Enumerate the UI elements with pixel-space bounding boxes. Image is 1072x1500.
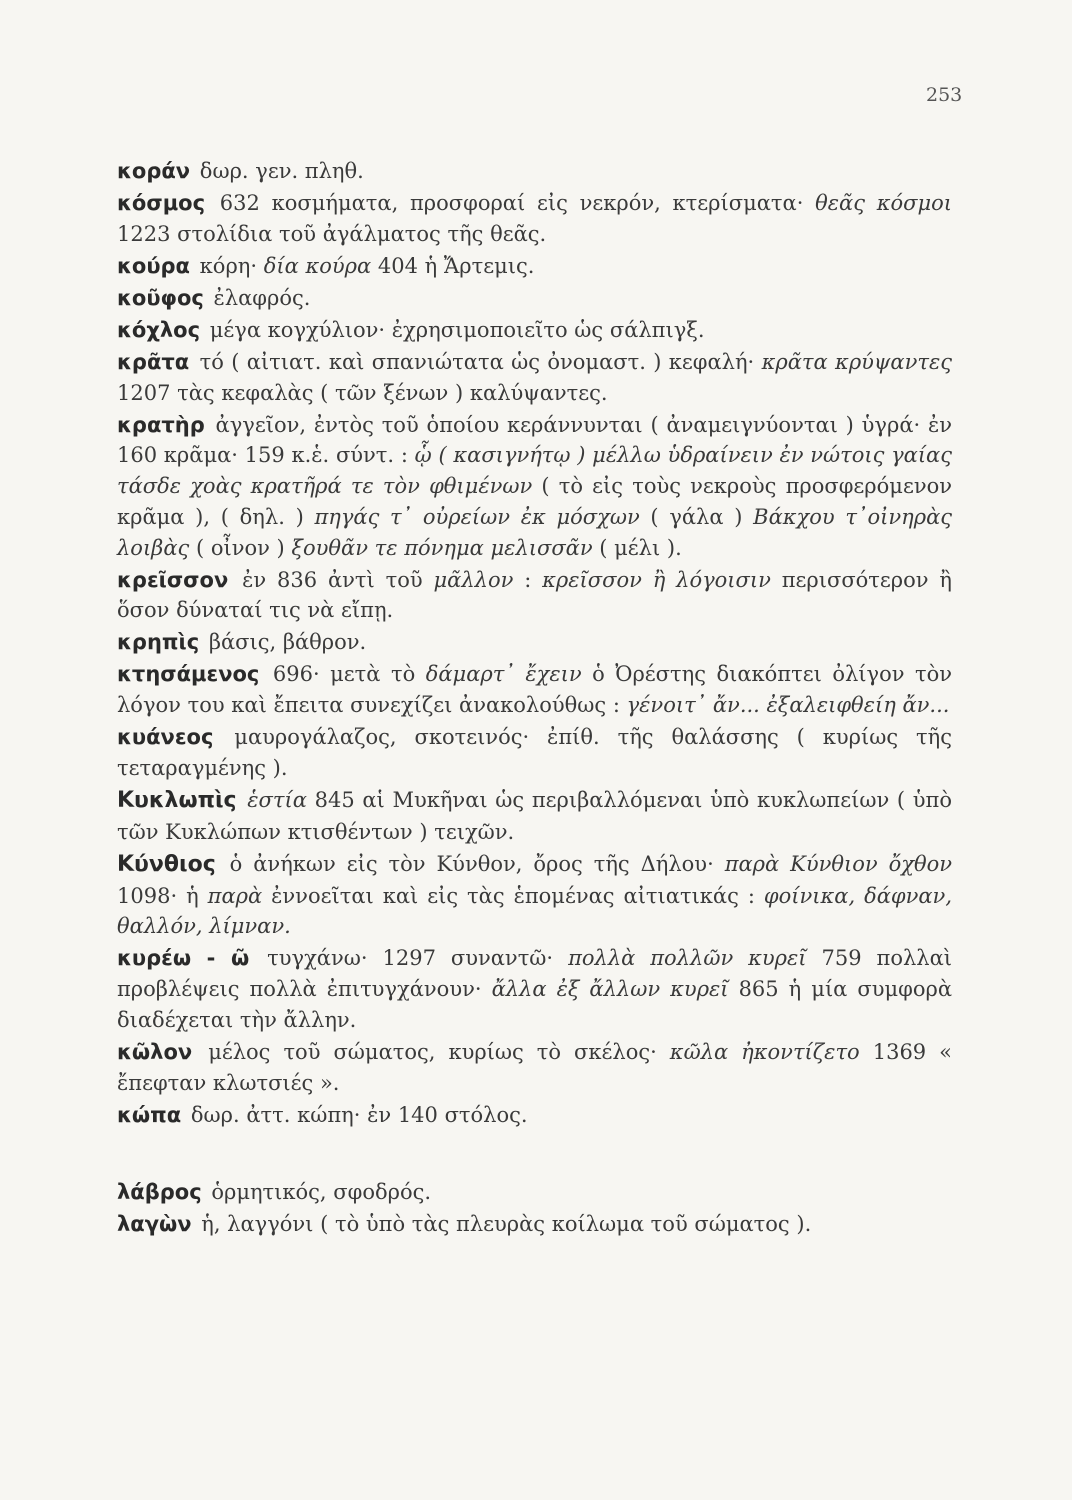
glossary-entry [117,659,952,721]
entry-text: τό ( αἰτιατ. καὶ σπανιώτατα ὡς ὀνομαστ. ) κεφαλή· [192,349,762,374]
glossary-entry [117,1209,952,1240]
glossary-entry [117,283,952,314]
glossary-entry [117,410,952,564]
entry-text-italic: ἄλλα ἐξ ἄλλων κυρεῖ [491,977,729,1002]
glossary-entry [117,1177,952,1208]
page-number: 253 [926,84,963,106]
entry-text: ὁ ἀνήκων εἰς τὸν Κύνθον, ὄρος τῆς Δήλου· [218,851,725,876]
entry-headword: Κυκλωπὶς [117,788,237,813]
entry-headword: κυάνεος [117,725,214,750]
entry-text: κόρη· [193,253,264,278]
glossary-entry [117,785,952,848]
entry-text: 404 ἡ Ἄρτεμις. [371,253,535,278]
entry-text: 845 αἱ Μυκῆναι ὡς περιβαλλόμεναι ὑπὸ κυκλωπείων ( ὑπὸ τῶν Κυκλώπων κτισθέντων ) τειχῶν. [117,788,952,844]
letter-section-break [117,1132,952,1177]
entry-headword: κοῦφος [117,285,204,310]
entry-text: ὁρμητικός, σφοδρός. [204,1179,432,1204]
entry-text-italic: κρᾶτα κρύψαντες [761,349,952,374]
entry-headword: κώπα [117,1102,182,1127]
glossary-entry [117,188,952,250]
entry-text: ἡ, λαγγόνι ( τὸ ὑπὸ τὰς πλευρὰς κοίλωμα τοῦ σώματος ). [194,1211,812,1236]
entry-text: ( μέλι ). [592,535,682,560]
entry-text: ( τὸ εἰς τοὺς νεκροὺς προσφερόμενον κρᾶμα ), ( δηλ. ) [117,474,953,529]
entry-text: δωρ. ἀττ. κώπη· ἐν 140 στόλος. [184,1102,528,1127]
entry-text: δωρ. γεν. πληθ. [193,159,364,183]
entry-headword: κτησάμενος [117,662,260,687]
entry-text-italic: παρὰ [207,883,263,908]
entry-text: ὁ Ὀρέστης διακόπτει ὀλίγον τὸν λόγον του καὶ ἔπειτα συνεχίζει ἀνακολούθως : [117,662,952,718]
entry-text-italic: δία κούρα [263,253,372,278]
entry-text-italic: Βάκχου τ᾽οἰνηρὰς λοιβὰς [117,504,953,560]
entry-text-italic: παρὰ Κύνθιον ὄχθον [724,851,952,876]
entry-headword: κρᾶτα [117,349,190,374]
entry-headword: κρεῖσσον [117,567,229,592]
glossary-entry [117,1037,952,1099]
entry-text: ἐλαφρός. [206,285,311,310]
glossary-entry [117,347,952,409]
entry-headword: κόσμος [117,190,206,215]
entry-text: 1098· ἡ [117,883,208,908]
glossary-entry [117,565,952,627]
entry-text-italic: πηγάς τ᾽ οὐρείων ἐκ μόσχων [314,504,640,529]
entry-text-italic: γένοιτ᾽ ἄν... ἐξαλειφθείη ἄν... [626,693,950,718]
glossary-entry [117,156,952,187]
entry-text-italic: θεᾶς κόσμοι [815,190,952,215]
entry-headword: λάβρος [117,1179,202,1204]
entry-text: 632 κοσμήματα, προσφοραί εἰς νεκρόν, κτερίσματα· [208,190,816,215]
entry-text-italic: ξουθᾶν τε πόνημα μελισσᾶν [291,535,593,560]
entry-text-italic: κρεῖσσον ἢ λόγοισιν [542,567,771,592]
entry-headword: Κύνθιος [117,851,216,877]
entry-text-italic: ἑστία [247,788,307,812]
glossary-entry [117,849,952,942]
entry-text-italic: φοίνικα, δάφναν, θαλλόν, λίμναν. [117,883,953,939]
entry-text: ( γάλα ) [639,504,754,529]
entry-text: ἐννοεῖται καὶ εἰς τὰς ἑπομένας αἰτιατικάς : [262,883,764,908]
entry-text: ( οἶνον ) [189,535,292,560]
glossary-entry [117,627,952,658]
entry-text: 1207 τὰς κεφαλὰς ( τῶν ξένων ) καλύψαντες. [117,380,608,405]
glossary-entry [117,943,952,1035]
entry-text: 1369 « ἔπεφταν κλωτσιές ». [117,1039,953,1095]
entry-headword: κόχλος [117,317,201,342]
entry-headword: κυρέω - ῶ [117,946,250,971]
entry-text-italic: μᾶλλον [433,567,514,592]
entry-text: 696· μετὰ τὸ [262,662,426,687]
entry-text: μέλος τοῦ σώματος, κυρίως τὸ σκέλος· [195,1039,670,1064]
entry-text: ἐν 836 ἀντὶ τοῦ [231,567,434,592]
entry-text: βάσις, βάθρον. [202,630,367,655]
entry-text: 1223 στολίδια τοῦ ἀγάλματος τῆς θεᾶς. [117,221,547,246]
entry-text: περισσότερον ἢ ὅσον δύναταί τις νὰ εἴπῃ. [117,567,952,623]
glossary-entries [117,156,952,1241]
entry-text: τυγχάνω· 1297 συναντῶ· [252,946,569,971]
entry-text-italic: κῶλα ἠκοντίζετο [669,1039,860,1064]
entry-text: ἀγγεῖον, ἐντὸς τοῦ ὁποίου κεράννυνται ( ἀναμειγνύονται ) ὑγρά· ἐν 160 κρᾶμα· 159 κ.ἑ. σύντ. : [117,412,952,468]
entry-headword: κῶλον [117,1039,193,1064]
entry-text: 865 ἡ μία συμφορὰ διαδέχεται τὴν ἄλλην. [117,977,953,1032]
entry-headword: κούρα [117,253,190,278]
entry-text: μαυρογάλαζος, σκοτεινός· ἐπίθ. τῆς θαλάσσης ( κυρίως τῆς τεταραγμένης ). [117,725,952,781]
glossary-entry [117,251,952,282]
entry-headword: κοράν [117,159,191,183]
entry-headword: κρατὴρ [117,412,205,437]
entry-headword: λαγὼν [117,1211,192,1236]
glossary-entry [117,315,952,346]
entry-text: : [513,567,543,592]
entry-text: 759 πολλαὶ προβλέψεις πολλὰ ἐπιτυγχάνουν· [117,946,952,1002]
glossary-entry [117,722,952,784]
entry-text: μέγα κογχύλιον· ἐχρησιμοποιεῖτο ὡς σάλπιγξ. [203,317,705,342]
entry-text-italic: δάμαρτ᾽ ἔχειν [425,662,582,687]
entry-headword: κρηπὶς [117,630,200,655]
entry-text-italic: πολλὰ πολλῶν κυρεῖ [568,946,807,971]
glossary-entry [117,1100,952,1131]
entry-text-italic: ᾧ ( κασιγνήτῳ ) μέλλω ὑδραίνειν ἐν νώτοις γαίας τάσδε χοὰς κρατῆρά τε τὸν φθιμένων [117,443,953,499]
